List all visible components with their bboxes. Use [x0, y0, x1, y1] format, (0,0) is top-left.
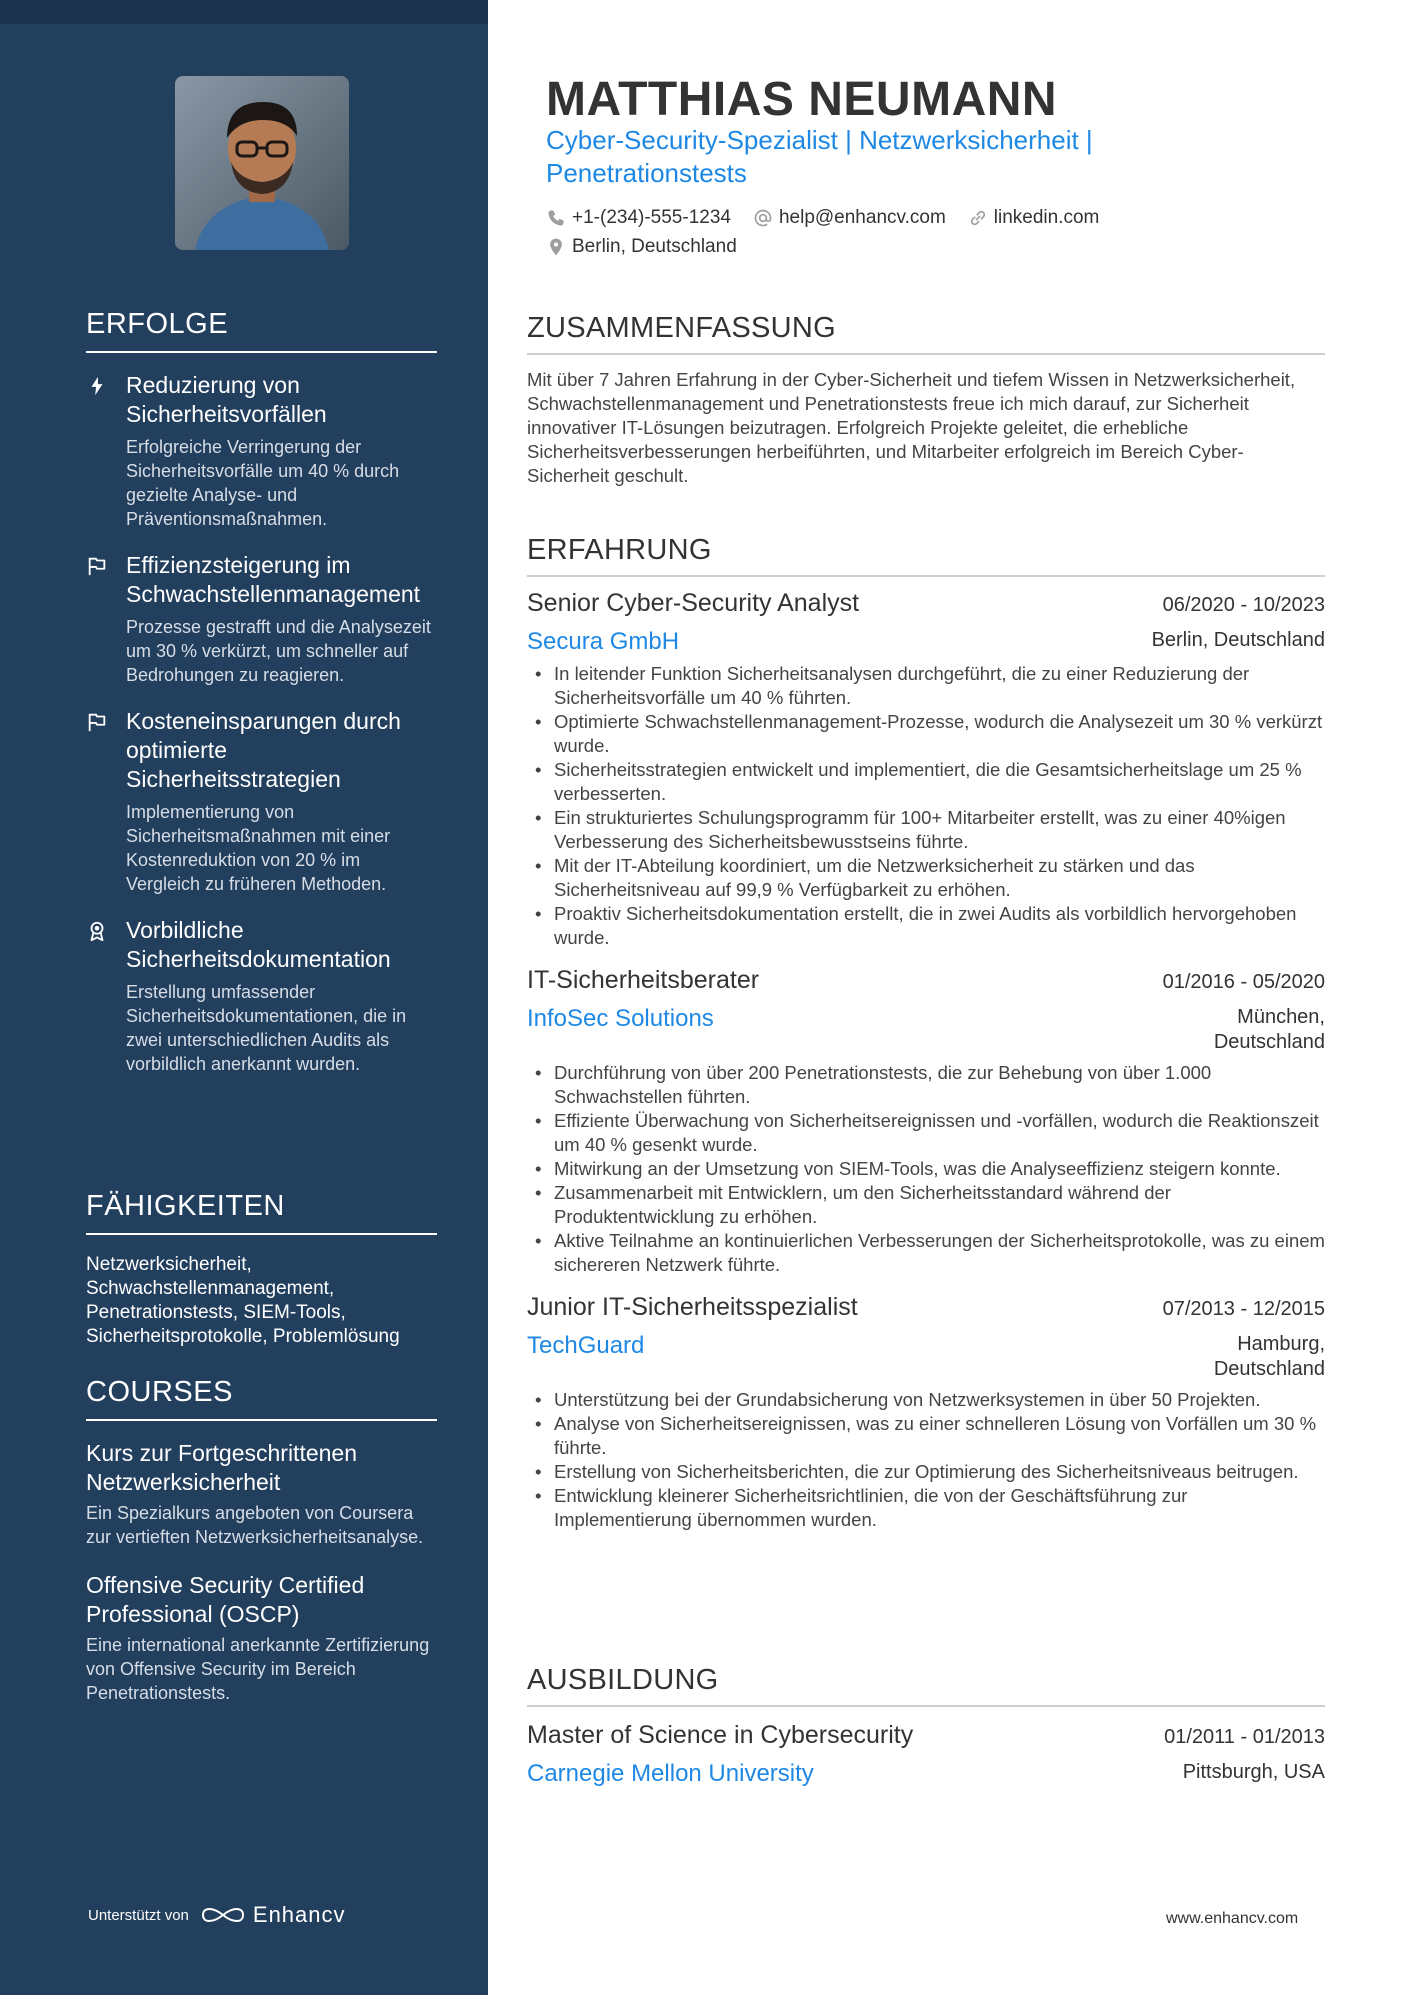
achievement-title: Reduzierung von Sicherheitsvorfällen — [126, 372, 327, 427]
achievement-title: Vorbildliche Sicherheitsdokumentation — [126, 917, 391, 972]
job-location — [1214, 1005, 1325, 1055]
location-pin-icon — [546, 237, 566, 257]
course-item — [86, 1571, 437, 1705]
job-location: Berlin, Deutschland — [1151, 629, 1325, 651]
sidebar — [0, 0, 488, 1995]
job-dates: 06/2020 - 10/2023 — [1162, 594, 1325, 616]
courses-title: COURSES — [86, 1376, 437, 1421]
job-bullets — [527, 662, 1325, 950]
course-title: Offensive Security Certified Professional (OSCP) — [86, 1572, 365, 1627]
job-location-line: Hamburg, — [1237, 1333, 1325, 1355]
achievement-title: Kosteneinsparungen durch optimierte Sicherheitsstrategien — [126, 708, 401, 792]
link-icon — [968, 208, 988, 228]
course-item — [86, 1439, 437, 1549]
achievement-item — [86, 551, 437, 687]
achievement-desc: Erstellung umfassender Sicherheitsdokumentationen, die in zwei unterschiedlichen Audits als vorbildlich anerkannt wurden. — [126, 982, 407, 1074]
list-item: • Effiziente Überwachung von Sicherheitsereignissen und -vorfällen, wodurch die Reaktionszeit um 40 % gesenkt wurde. — [527, 1109, 1325, 1157]
job-title: IT-Sicherheitsberater — [527, 966, 760, 994]
flag-icon — [86, 707, 126, 896]
footer-url[interactable]: www.enhancv.com — [1166, 1910, 1299, 1927]
summary-title: ZUSAMMENFASSUNG — [527, 312, 1325, 355]
list-item: • Proaktiv Sicherheitsdokumentation erstellt, die in zwei Audits als vorbildlich hervorgehoben wurde. — [527, 902, 1325, 950]
list-item: • Erstellung von Sicherheitsberichten, die zur Optimierung des Sicherheitsniveaus beitrugen. — [527, 1460, 1325, 1484]
achievement-item — [86, 371, 437, 531]
courses-section — [86, 1376, 437, 1727]
achievements-section — [86, 308, 437, 1096]
job-dates: 01/2016 - 05/2020 — [1162, 971, 1325, 993]
skills-list: Netzwerksicherheit, Schwachstellenmanagement, Penetrationstests, SIEM-Tools, Sicherheitsprotokolle, Problemlösung — [86, 1254, 400, 1347]
job-dates: 07/2013 - 12/2015 — [1162, 1298, 1325, 1320]
achievement-desc: Erfolgreiche Verringerung der Sicherheitsvorfälle um 40 % durch gezielte Analyse- und Präventionsmaßnahmen. — [126, 437, 400, 529]
course-desc: Eine international anerkannte Zertifizierung von Offensive Security im Bereich Penetrationstests. — [86, 1635, 430, 1703]
email-text: help@enhancv.com — [778, 207, 946, 228]
achievement-title: Effizienzsteigerung im Schwachstellenmanagement — [126, 552, 421, 607]
job-entry — [527, 1293, 1325, 1532]
list-item: • Ein strukturiertes Schulungsprogramm für 100+ Mitarbeiter erstellt, was zu einer 40%igen Verbesserung des Sicherheitsbewusstseins führte. — [527, 806, 1325, 854]
contact-location — [546, 236, 737, 258]
job-company: Secura GmbH — [527, 628, 680, 655]
job-title: Senior Cyber-Security Analyst — [527, 589, 860, 617]
skills-title: FÄHIGKEITEN — [86, 1190, 437, 1235]
course-title: Kurs zur Fortgeschrittenen Netzwerksicherheit — [86, 1440, 358, 1495]
powered-by — [88, 1902, 346, 1928]
at-icon — [753, 208, 773, 228]
profile-photo-icon — [175, 76, 349, 250]
candidate-name: MATTHIAS NEUMANN — [546, 73, 1058, 126]
award-icon — [86, 916, 126, 1076]
location-text: Berlin, Deutschland — [572, 236, 737, 257]
enhancv-logo[interactable] — [201, 1902, 346, 1928]
list-item: • Aktive Teilnahme an kontinuierlichen Verbesserungen der Sicherheitsprotokolle, was zu einem sichereren Netzwerk führte. — [527, 1229, 1325, 1277]
degree-title: Master of Science in Cybersecurity — [527, 1721, 914, 1749]
list-item: • Sicherheitsstrategien entwickelt und implementiert, die die Gesamtsicherheitslage um 25 % verbesserten. — [527, 758, 1325, 806]
list-item: • In leitender Funktion Sicherheitsanalysen durchgeführt, die zu einer Reduzierung der Sicherheitsvorfälle um 40 % führten. — [527, 662, 1325, 710]
phone-icon — [546, 208, 566, 228]
job-location-line: Deutschland — [1213, 1358, 1325, 1380]
list-item: • Durchführung von über 200 Penetrationstests, die zur Behebung von über 1.000 Schwachstellen führten. — [527, 1061, 1325, 1109]
job-bullets — [527, 1388, 1325, 1532]
job-entry — [527, 966, 1325, 1277]
job-location — [1214, 1332, 1325, 1382]
achievements-title: ERFOLGE — [86, 308, 437, 353]
list-item: • Unterstützung bei der Grundabsicherung von Netzwerksystemen in über 50 Projekten. — [527, 1388, 1325, 1412]
achievement-item — [86, 707, 437, 896]
job-location-line: Deutschland — [1213, 1031, 1325, 1053]
contact-info — [546, 207, 1286, 265]
job-title: Junior IT-Sicherheitsspezialist — [527, 1293, 858, 1321]
experience-title: ERFAHRUNG — [527, 534, 1325, 577]
job-entry — [527, 589, 1325, 950]
education-location: Pittsburgh, USA — [1182, 1761, 1325, 1783]
list-item: • Optimierte Schwachstellenmanagement-Prozesse, wodurch die Analysezeit um 30 % verkürzt wurde. — [527, 710, 1325, 758]
job-location-line: München, — [1237, 1006, 1325, 1028]
summary-section — [527, 312, 1325, 488]
list-item: • Mitwirkung an der Umsetzung von SIEM-Tools, was die Analyseeffizienz steigern konnte. — [527, 1157, 1325, 1181]
education-entry — [527, 1721, 1325, 1788]
list-item: • Mit der IT-Abteilung koordiniert, um die Netzwerksicherheit zu stärken und das Sicherheitsniveau auf 99,9 % Verfügbarkeit zu erhöhen. — [527, 854, 1325, 902]
sidebar-top-band — [0, 0, 488, 24]
job-company: TechGuard — [527, 1332, 645, 1359]
enhancv-logo-icon — [201, 1904, 245, 1926]
course-desc: Ein Spezialkurs angeboten von Coursera zur vertieften Netzwerksicherheitsanalyse. — [86, 1503, 424, 1547]
phone-text: +1-(234)-555-1234 — [572, 207, 731, 228]
education-section — [527, 1664, 1325, 1788]
avatar — [175, 76, 349, 250]
experience-section — [527, 534, 1325, 1532]
list-item: • Zusammenarbeit mit Entwicklern, um den Sicherheitsstandard während der Produktentwicklung zu erhöhen. — [527, 1181, 1325, 1229]
education-dates: 01/2011 - 01/2013 — [1164, 1726, 1325, 1748]
list-item: • Analyse von Sicherheitsereignissen, was zu einer schnelleren Lösung von Vorfällen um 30 % führte. — [527, 1412, 1325, 1460]
linkedin-text: linkedin.com — [993, 207, 1100, 228]
contact-phone[interactable] — [546, 207, 731, 229]
education-title: AUSBILDUNG — [527, 1664, 1325, 1707]
job-company: InfoSec Solutions — [527, 1005, 714, 1032]
skills-section — [86, 1190, 437, 1349]
contact-email[interactable] — [753, 207, 946, 229]
achievement-desc: Prozesse gestrafft und die Analysezeit um 30 % verkürzt, um schneller auf Bedrohungen zu reagieren. — [126, 617, 431, 685]
lightning-icon — [86, 371, 126, 531]
summary-text: Mit über 7 Jahren Erfahrung in der Cyber-Sicherheit und tiefem Wissen in Netzwerksicherheit, Schwachstellenmanagement und Penetrationstests freue ich mich darauf, zur Sicherheit innovativer IT-Lösungen beizutragen. Erfolgreich Projekte geleitet, die erhebliche Sicherheitsverbesserungen herbeiführten, und Mitarbeiter erfolgreich im Bereich Cyber-Sicherheit geschult. — [527, 369, 1296, 486]
achievement-desc: Implementierung von Sicherheitsmaßnahmen mit einer Kostenreduktion von 20 % im Vergleich zu früheren Methoden. — [126, 802, 391, 894]
school-name: Carnegie Mellon University — [527, 1760, 814, 1787]
flag-icon — [86, 551, 126, 687]
list-item: • Entwicklung kleinerer Sicherheitsrichtlinien, die von der Geschäftsführung zur Implementierung übernommen wurden. — [527, 1484, 1325, 1532]
powered-by-label: Unterstützt von — [88, 1906, 189, 1924]
achievement-item — [86, 916, 437, 1076]
job-bullets — [527, 1061, 1325, 1277]
candidate-headline: Cyber-Security-Spezialist | Netzwerksicherheit | Penetrationstests — [546, 125, 1093, 188]
enhancv-brand-text: Enhancv — [252, 1902, 346, 1927]
contact-linkedin[interactable] — [968, 207, 1100, 229]
